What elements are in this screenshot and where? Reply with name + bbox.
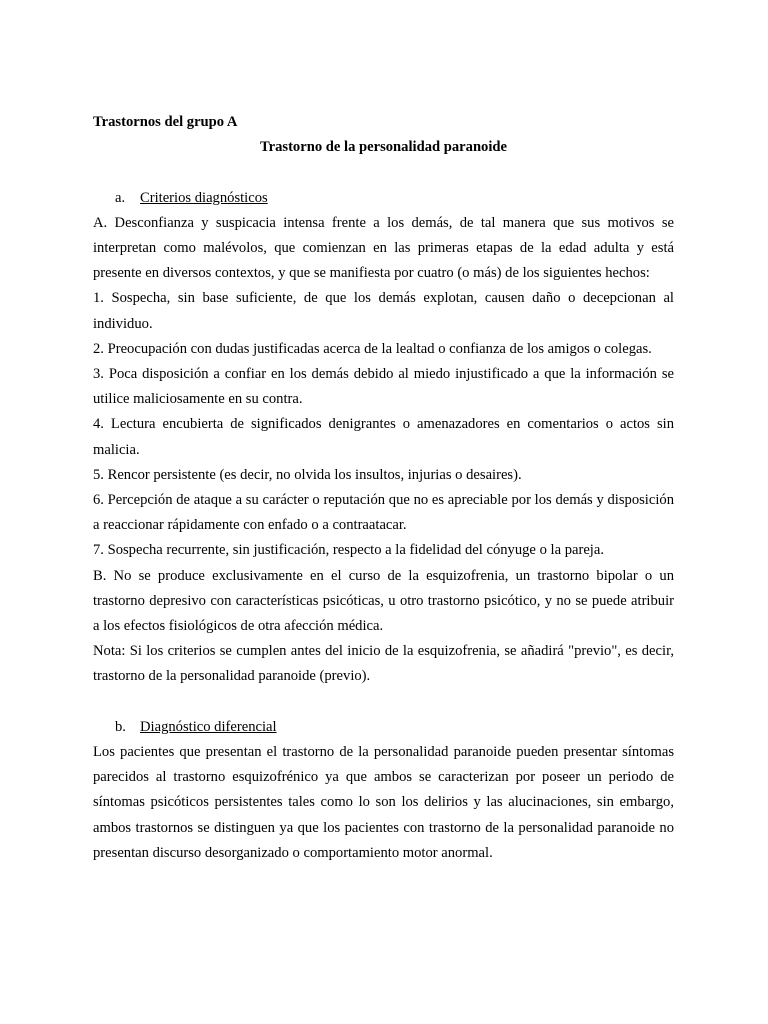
criterion-b: B. No se produce exclusivamente en el curso de la esquizofrenia, un trastorno bipolar o un trastorno depresivo con características psicóticas, u otro trastorno psicótico, y no se puede atribuir a los efectos fisiológicos de otra afección médica. [93,567,674,635]
section-b-marker: b. [115,718,126,735]
blank-line [93,160,674,185]
criterion-7: 7. Sospecha recurrente, sin justificación, respecto a la fidelidad del cónyuge o la pareja. [93,542,604,559]
document-heading: Trastornos del grupo A [93,114,238,130]
criterion-4: 4. Lectura encubierta de significados denigrantes o amenazadores en comentarios o actos sin malicia. [93,416,674,458]
criteria-note: Nota: Si los criterios se cumplen antes del inicio de la esquizofrenia, se añadirá "previo", es decir, trastorno de la personalidad paranoide (previo). [93,643,674,685]
differential-paragraph: Los pacientes que presentan el trastorno de la personalidad paranoide pueden presentar síntomas parecidos al trastorno esquizofrénico ya que ambos se caracterizan por poseer un periodo de síntomas psicóticos persistentes tales como lo son los delirios y las alucinaciones, sin embargo, ambos trastornos se distinguen ya que los pacientes con trastorno de la personalidad paranoide no presentan discurso desorganizado o comportamiento motor anormal. [93,744,674,861]
section-b-title-text: Diagnóstico diferencial [140,718,277,735]
criterion-2: 2. Preocupación con dudas justificadas acerca de la lealtad o confianza de los amigos o colegas. [93,340,652,357]
document-subheading: Trastorno de la personalidad paranoide [259,139,508,156]
section-a-marker: a. [115,189,126,206]
blank-line [93,690,674,715]
criterion-3: 3. Poca disposición a confiar en los demás debido al miedo injustificado a que la información se utilice maliciosamente en su contra. [93,366,674,408]
section-a-title-text: Criterios diagnósticos [140,189,268,206]
criterion-1: 1. Sospecha, sin base suficiente, de que los demás explotan, causen daño o decepcionan al individuo. [93,290,674,332]
criterion-a: A. Desconfianza y suspicacia intensa frente a los demás, de tal manera que sus motivos se interpretan como malévolos, que comienzan en las primeras etapas de la edad adulta y está presente en diversos contextos, y que se manifiesta por cuatro (o más) de los siguientes hechos: [93,214,674,282]
section-b-title [93,715,674,740]
criterion-5: 5. Rencor persistente (es decir, no olvida los insultos, injurias o desaires). [93,466,522,483]
section-a-title [93,186,674,211]
document-page [93,110,674,866]
criterion-6: 6. Percepción de ataque a su carácter o reputación que no es apreciable por los demás y disposición a reaccionar rápidamente con enfado o a contraatacar. [93,492,674,534]
